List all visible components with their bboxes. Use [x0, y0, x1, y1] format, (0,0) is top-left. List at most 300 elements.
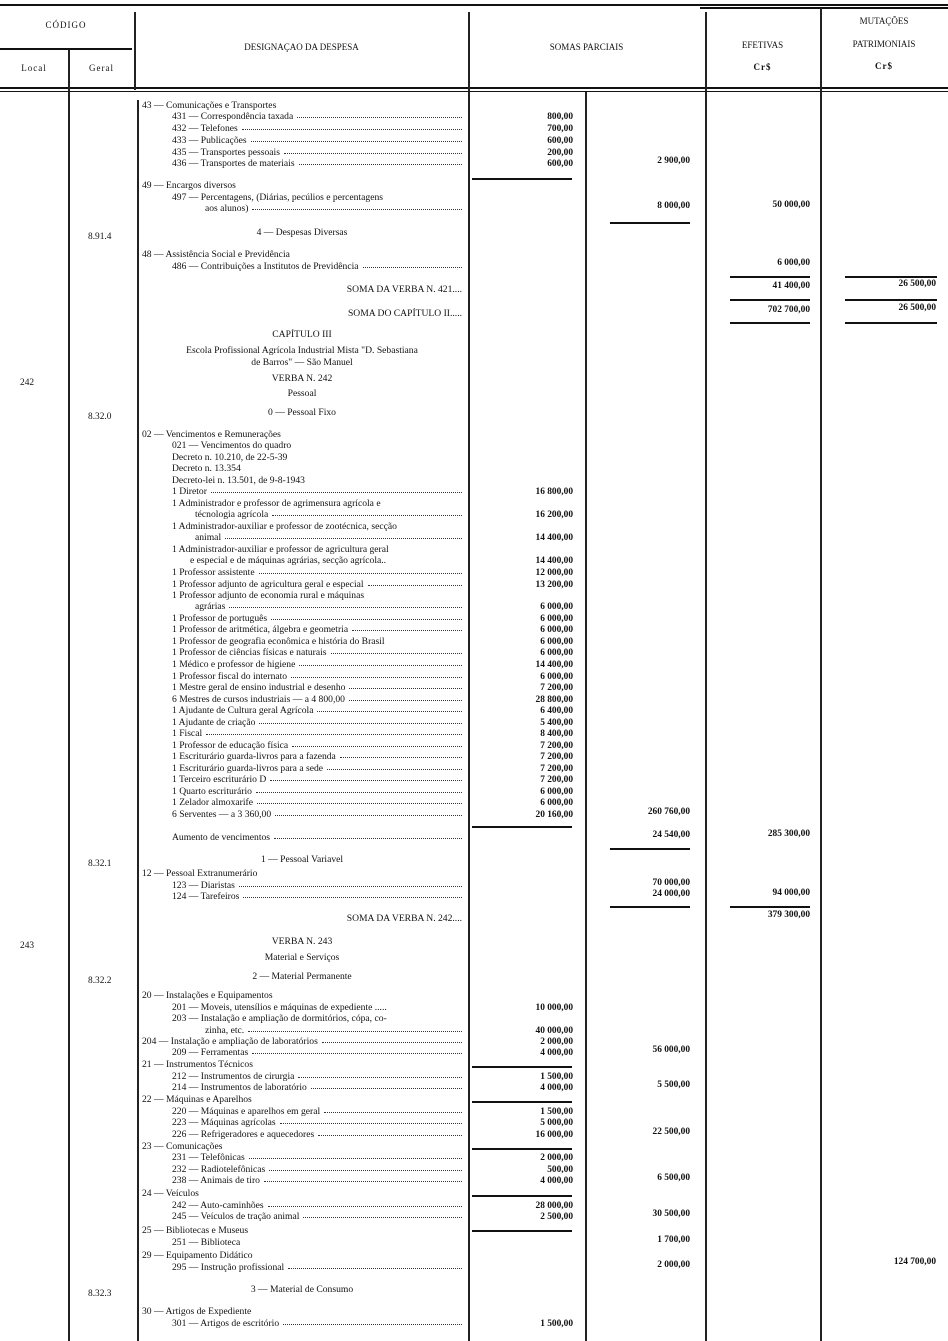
dot-leader — [264, 1175, 462, 1182]
line-description: 49 — Encargos diversos — [142, 180, 236, 191]
line-description: zinha, etc. — [205, 1025, 245, 1036]
line-description: 1 Zelador almoxarife — [172, 797, 253, 808]
dot-leader — [280, 1117, 462, 1124]
total-rule — [730, 276, 810, 278]
total-rule — [472, 1148, 572, 1150]
budget-line — [142, 1094, 462, 1106]
partial-amount: 1 500,00 — [540, 1107, 573, 1117]
budget-line — [172, 891, 462, 903]
budget-line — [172, 647, 462, 659]
column-rule-designacao — [468, 12, 470, 1341]
partial-amount: 16 000,00 — [535, 1130, 573, 1140]
dot-leader — [311, 1082, 462, 1089]
partial-amount: 4 000,00 — [540, 1083, 573, 1093]
budget-line — [172, 728, 462, 740]
line-description: 29 — Equipamento Didático — [142, 1250, 253, 1261]
budget-line — [195, 601, 462, 613]
line-description: 20 — Instalações e Equipamentos — [142, 990, 273, 1001]
partial-amount: 6 000,00 — [540, 625, 573, 635]
line-description: 4 — Despesas Diversas — [256, 227, 348, 238]
partial-amount: 5 400,00 — [540, 718, 573, 728]
partial-subtotal: 30 500,00 — [652, 1209, 690, 1219]
dot-leader — [288, 1262, 462, 1269]
column-rule-parciais — [705, 12, 707, 1341]
line-description: 22 — Máquinas e Aparelhos — [142, 1094, 252, 1105]
budget-line — [142, 249, 462, 261]
partial-amount: 7 200,00 — [540, 683, 573, 693]
geral-code: 8.91.4 — [88, 232, 112, 242]
partial-amount: 2 000,00 — [540, 1153, 573, 1163]
budget-line — [172, 463, 462, 475]
line-description: 1 Escriturário guarda-livros para a fazenda — [172, 751, 336, 762]
header-patrimoniais: PATRIMONIAIS — [852, 39, 916, 49]
dot-leader — [242, 123, 462, 130]
line-description: Pessoal — [287, 388, 317, 399]
budget-line — [172, 809, 462, 821]
budget-line — [172, 440, 462, 452]
budget-line — [172, 832, 462, 844]
partial-subtotal: 70 000,00 — [652, 878, 690, 888]
budget-line — [142, 329, 462, 341]
line-description: Material e Serviços — [264, 952, 340, 963]
budget-line — [172, 1047, 462, 1059]
budget-line — [172, 261, 462, 273]
line-description: 1 Ajudante de criação — [172, 717, 256, 728]
line-description: 1 Administrador-auxiliar e professor de agricultura geral — [172, 544, 389, 555]
dot-leader — [363, 261, 462, 268]
budget-line — [172, 486, 462, 498]
header-efetivas-unit: Cr$ — [753, 62, 772, 72]
line-description: 23 — Comunicações — [142, 1141, 223, 1152]
line-description: 1 Professor de geografia econômica e história do Brasil — [172, 636, 385, 647]
line-description: 1 Fiscal — [172, 728, 203, 739]
total-rule — [730, 906, 810, 908]
line-description: 201 — Moveis, utensílios e máquinas de expediente ..... — [172, 1002, 387, 1013]
dot-leader — [349, 694, 462, 701]
line-description: 0 — Pessoal Fixo — [268, 407, 336, 418]
budget-line — [195, 509, 462, 521]
dot-leader — [292, 740, 462, 747]
line-description: 021 — Vencimentos do quadro — [172, 440, 292, 451]
budget-line — [142, 952, 462, 964]
line-description: 6 Serventes — a 3 360,00 — [172, 809, 272, 820]
header-mutacoes: MUTAÇÕES — [859, 16, 909, 26]
budget-line — [142, 1188, 462, 1200]
partial-amount: 6 400,00 — [540, 706, 573, 716]
effective-amount: 41 400,00 — [772, 281, 810, 291]
partial-amount: 6 000,00 — [540, 648, 573, 658]
line-description: 1 Administrador e professor de agrimensura agrícola e — [172, 498, 381, 509]
line-description: Aumento de vencimentos — [172, 832, 271, 843]
budget-line — [142, 936, 462, 948]
partial-amount: 500,00 — [547, 1165, 573, 1175]
budget-line — [142, 971, 462, 983]
line-description: 30 — Artigos de Expediente — [142, 1306, 252, 1317]
budget-line — [142, 284, 462, 296]
budget-line — [142, 407, 462, 419]
geral-code: 8.32.2 — [88, 976, 112, 986]
total-rule — [845, 299, 937, 301]
total-rule — [845, 322, 937, 324]
line-description: 1 Administrador-auxiliar e professor de zootécnica, secção — [172, 521, 397, 532]
line-description: 12 — Pessoal Extranumerário — [142, 868, 258, 879]
dot-leader — [251, 135, 462, 142]
line-description: 220 — Máquinas e aparelhos em geral — [172, 1106, 321, 1117]
partial-amount: 4 000,00 — [540, 1176, 573, 1186]
line-description: 1 Professor adjunto de agricultura geral e especial — [172, 579, 364, 590]
partial-subtotal: 5 500,00 — [657, 1080, 690, 1090]
geral-code: 8.32.3 — [88, 1289, 112, 1299]
effective-amount: 702 700,00 — [767, 305, 810, 315]
partial-amount: 20 160,00 — [535, 810, 573, 820]
budget-line — [142, 388, 462, 400]
partial-amount: 200,00 — [547, 148, 573, 158]
budget-line — [172, 567, 462, 579]
total-rule — [472, 826, 572, 828]
budget-line — [172, 1013, 462, 1025]
line-description: CAPÍTULO III — [272, 329, 332, 340]
partial-amount: 5 000,00 — [540, 1118, 573, 1128]
partial-amount: 4 000,00 — [540, 1048, 573, 1058]
dot-leader — [229, 601, 462, 608]
dot-leader — [274, 832, 462, 839]
total-rule — [472, 1195, 572, 1197]
dot-leader — [322, 1036, 462, 1043]
geral-code: 8.32.1 — [88, 859, 112, 869]
header-bottom-rule-2 — [0, 91, 948, 92]
line-description: 1 Mestre geral de ensino industrial e desenho — [172, 682, 346, 693]
partial-amount: 16 200,00 — [535, 510, 573, 520]
dot-leader — [248, 1025, 462, 1032]
partial-amount: 2 500,00 — [540, 1212, 573, 1222]
line-description: 433 — Publicações — [172, 135, 247, 146]
budget-line — [142, 854, 462, 866]
dot-leader — [275, 809, 462, 816]
partial-amount: 14 400,00 — [535, 533, 573, 543]
line-description: 21 — Instrumentos Técnicos — [142, 1059, 253, 1070]
budget-line — [172, 123, 462, 135]
header-efetivas: EFETIVAS — [741, 40, 784, 50]
line-description: 486 — Contribuições a Institutos de Previdência — [172, 261, 359, 272]
budget-line — [142, 1250, 462, 1262]
dot-leader — [340, 751, 462, 758]
dot-leader — [291, 671, 462, 678]
line-description: aos alunos) — [205, 203, 249, 214]
dot-leader — [298, 1071, 462, 1078]
line-description: 1 Quarto escriturário — [172, 786, 252, 797]
budget-line — [172, 774, 462, 786]
partial-amount: 16 800,00 — [535, 487, 573, 497]
partial-subtotal: 8 000,00 — [657, 201, 690, 211]
line-description: SOMA DA VERBA N. 421.... — [346, 284, 462, 295]
line-description: 435 — Transportes pessoais — [172, 147, 280, 158]
dot-leader — [225, 532, 462, 539]
line-description: 1 Professor de ciências físicas e naturais — [172, 647, 327, 658]
partial-subtotal: 22 500,00 — [652, 1127, 690, 1137]
header-mutacoes-unit: Cr$ — [875, 61, 893, 71]
budget-line — [142, 1059, 462, 1071]
dot-leader — [249, 1152, 462, 1159]
dot-leader — [324, 1106, 462, 1113]
dot-leader — [317, 705, 462, 712]
dot-leader — [299, 158, 462, 165]
total-rule — [472, 1101, 572, 1103]
partial-subtotal: 24 540,00 — [652, 830, 690, 840]
line-description: 1 Escriturário guarda-livros para a sede — [172, 763, 324, 774]
line-description: 123 — Diaristas — [172, 880, 235, 891]
budget-line — [172, 659, 462, 671]
budget-line — [142, 868, 462, 880]
partial-subtotal: 2 000,00 — [657, 1260, 690, 1270]
budget-line — [172, 1262, 462, 1274]
line-description: 1 Ajudante de Cultura geral Agrícola — [172, 705, 314, 716]
dot-leader — [331, 647, 462, 654]
partial-amount: 10 000,00 — [535, 1003, 573, 1013]
dot-leader — [284, 147, 462, 154]
partial-amount: 700,00 — [547, 124, 573, 134]
partial-amount: 7 200,00 — [540, 764, 573, 774]
budget-line — [172, 158, 462, 170]
line-description: 6 Mestres de cursos industriais — a 4 800,00 — [172, 694, 345, 705]
partial-amount: 6 000,00 — [540, 614, 573, 624]
total-rule — [610, 906, 690, 908]
total-rule — [472, 1230, 572, 1232]
budget-line — [142, 373, 462, 385]
dot-leader — [349, 682, 462, 689]
budget-line — [142, 345, 462, 357]
dot-leader — [318, 1129, 462, 1136]
budget-line — [195, 532, 462, 544]
header-bottom-rule — [0, 87, 948, 89]
codigo-divider — [0, 48, 132, 50]
partial-amount: 13 200,00 — [535, 580, 573, 590]
partial-amount: 1 500,00 — [540, 1319, 573, 1329]
dot-leader — [368, 579, 462, 586]
partial-amount: 6 000,00 — [540, 637, 573, 647]
line-description: Decreto n. 13.354 — [172, 463, 241, 474]
dot-leader — [259, 567, 462, 574]
line-description: 1 Professor assistente — [172, 567, 255, 578]
line-description: 431 — Correspondência taxada — [172, 111, 294, 122]
dot-leader — [270, 774, 462, 781]
total-rule — [730, 299, 810, 301]
top-rule — [0, 4, 948, 6]
partial-amount: 7 200,00 — [540, 775, 573, 785]
budget-line — [142, 1225, 462, 1237]
budget-line — [172, 1175, 462, 1187]
line-description: técnologia agrícola — [195, 509, 269, 520]
line-description: de Barros" — São Manuel — [251, 357, 353, 368]
header-designacao: DESIGNAÇAO DA DESPESA — [244, 42, 359, 52]
budget-line — [142, 227, 462, 239]
dot-leader — [243, 891, 462, 898]
partial-amount: 12 000,00 — [535, 568, 573, 578]
partial-amount: 2 000,00 — [540, 1037, 573, 1047]
budget-line — [142, 1306, 462, 1318]
line-description: 1 Professor de português — [172, 613, 268, 624]
partial-amount: 600,00 — [547, 136, 573, 146]
budget-line — [205, 203, 462, 215]
line-description: animal — [195, 532, 222, 543]
budget-line — [172, 111, 462, 123]
line-description: 226 — Refrigeradores e aquecedores — [172, 1129, 315, 1140]
dot-leader — [299, 659, 462, 666]
line-description: Decreto n. 10.210, de 22-5-39 — [172, 452, 288, 463]
partial-amount: 6 000,00 — [540, 602, 573, 612]
dot-leader — [272, 509, 462, 516]
budget-line — [172, 1082, 462, 1094]
line-description: 3 — Material de Consumo — [250, 1284, 354, 1295]
partial-amount: 1 500,00 — [540, 1072, 573, 1082]
local-code: 242 — [20, 378, 35, 388]
line-description: 209 — Ferramentas — [172, 1047, 249, 1058]
budget-line — [172, 1117, 462, 1129]
patrimonial-amount: 26 500,00 — [898, 303, 936, 313]
line-description: 295 — Instrução profissional — [172, 1262, 285, 1273]
budget-line — [172, 1152, 462, 1164]
dot-leader — [259, 717, 462, 724]
partial-amount: 7 200,00 — [540, 752, 573, 762]
line-description: 245 — Veículos de tração animal — [172, 1211, 300, 1222]
budget-line — [172, 624, 462, 636]
column-rule-local — [68, 50, 70, 1341]
total-rule — [845, 276, 937, 278]
line-description: Escola Profissional Agrícola Industrial Mista "D. Sebastiana — [186, 345, 418, 356]
line-description: 02 — Vencimentos e Remunerações — [142, 429, 281, 440]
local-code: 243 — [20, 941, 35, 951]
header-codigo: CÓDIGO — [45, 20, 87, 30]
geral-code: 8.32.0 — [88, 412, 112, 422]
total-rule — [472, 1066, 572, 1068]
line-description: 238 — Animais de tiro — [172, 1175, 260, 1186]
header-somas-parciais: SOMAS PARCIAIS — [549, 42, 624, 52]
line-description: 25 — Bibliotecas e Museus — [142, 1225, 249, 1236]
line-description: 231 — Telefônicas — [172, 1152, 245, 1163]
top-rule-thick — [700, 7, 948, 9]
column-rule-geral — [137, 100, 139, 1341]
budget-line — [172, 1211, 462, 1223]
line-description: 223 — Máquinas agrícolas — [172, 1117, 276, 1128]
effective-amount: 285 300,00 — [767, 829, 810, 839]
dot-leader — [211, 486, 462, 493]
budget-line — [172, 1318, 462, 1330]
line-description: 24 — Veículos — [142, 1188, 199, 1199]
line-description: 232 — Radiotelefônicas — [172, 1164, 266, 1175]
line-description: 204 — Instalação e ampliação de laboratórios — [142, 1036, 318, 1047]
effective-amount: 379 300,00 — [767, 910, 810, 920]
dot-leader — [252, 203, 462, 210]
partial-amount: 6 000,00 — [540, 787, 573, 797]
dot-leader — [257, 797, 462, 804]
line-description: 1 Professor de aritmética, álgebra e geometria — [172, 624, 349, 635]
patrimonial-amount: 124 700,00 — [893, 1257, 936, 1267]
line-description: 124 — Tarefeiros — [172, 891, 240, 902]
partial-amount: 6 000,00 — [540, 798, 573, 808]
dot-leader — [303, 1211, 462, 1218]
partial-subtotal: 260 760,00 — [647, 807, 690, 817]
dot-leader — [297, 111, 462, 118]
dot-leader — [256, 786, 462, 793]
partial-subtotal: 6 500,00 — [657, 1173, 690, 1183]
partial-amount: 14 400,00 — [535, 556, 573, 566]
line-description: agrárias — [195, 601, 226, 612]
line-description: 1 Terceiro escriturário D — [172, 774, 267, 785]
partial-subtotal: 2 900,00 — [657, 156, 690, 166]
budget-line — [142, 913, 462, 925]
line-description: 1 Professor adjunto de economia rural e máquinas — [172, 590, 365, 601]
partial-subtotal: 56 000,00 — [652, 1045, 690, 1055]
line-description: 1 Professor fiscal do internato — [172, 671, 288, 682]
line-description: 1 Diretor — [172, 486, 207, 497]
line-description: 203 — Instalação e ampliação de dormitórios, cópa, co- — [172, 1013, 387, 1024]
line-description: 497 — Percentagens, (Diárias, pecúlios e percentagens — [172, 192, 383, 203]
line-description: 1 Professor de educação física — [172, 740, 289, 751]
column-rule-efetivas — [820, 8, 822, 1341]
line-description: 242 — Auto-caminhões — [172, 1200, 264, 1211]
budget-line — [172, 1129, 462, 1141]
total-rule — [610, 222, 690, 224]
partial-amount: 8 400,00 — [540, 729, 573, 739]
dot-leader — [268, 1200, 462, 1207]
budget-line — [142, 308, 462, 320]
partial-amount: 600,00 — [547, 159, 573, 169]
line-description: Decreto-lei n. 13.501, de 9-8-1943 — [172, 475, 305, 486]
partial-amount: 28 800,00 — [535, 695, 573, 705]
effective-amount: 94 000,00 — [772, 888, 810, 898]
dot-leader — [269, 1164, 462, 1171]
header-local: Local — [21, 63, 47, 73]
line-description: VERBA N. 242 — [271, 373, 333, 384]
dot-leader — [352, 624, 462, 631]
total-rule — [610, 848, 690, 850]
partial-subtotal: 1 700,00 — [657, 1235, 690, 1245]
total-rule — [472, 178, 572, 180]
partial-amount: 28 000,00 — [535, 1201, 573, 1211]
line-description: VERBA N. 243 — [271, 936, 333, 947]
line-description: e especial e de máquinas agrárias, secção agrícola.. — [190, 555, 387, 566]
partial-amount: 14 400,00 — [535, 660, 573, 670]
partial-amount: 800,00 — [547, 112, 573, 122]
header-geral: Geral — [89, 63, 114, 73]
line-description: 432 — Telefones — [172, 123, 238, 134]
line-description: SOMA DA VERBA N. 242.... — [346, 913, 462, 924]
dot-leader — [239, 880, 462, 887]
effective-amount: 50 000,00 — [772, 200, 810, 210]
budget-line — [172, 682, 462, 694]
budget-line — [190, 555, 462, 567]
column-rule-somas — [585, 92, 587, 1341]
line-description: 43 — Comunicações e Transportes — [142, 100, 277, 111]
patrimonial-amount: 26 500,00 — [898, 279, 936, 289]
budget-line — [172, 705, 462, 717]
budget-line — [142, 990, 462, 1002]
line-description: 48 — Assistência Social e Previdência — [142, 249, 290, 260]
dot-leader — [271, 613, 462, 620]
budget-line — [172, 751, 462, 763]
budget-line — [172, 135, 462, 147]
budget-line — [142, 357, 462, 369]
dot-leader — [283, 1318, 462, 1325]
line-description: 251 — Biblioteca — [172, 1237, 241, 1248]
dot-leader — [252, 1047, 462, 1054]
line-description: 1 Médico e professor de higiene — [172, 659, 296, 670]
budget-line — [172, 797, 462, 809]
budget-line — [142, 180, 462, 192]
partial-amount: 7 200,00 — [540, 741, 573, 751]
line-description: 212 — Instrumentos de cirurgia — [172, 1071, 295, 1082]
line-description: 301 — Artigos de escritório — [172, 1318, 280, 1329]
column-rule-geral-header — [134, 12, 136, 90]
